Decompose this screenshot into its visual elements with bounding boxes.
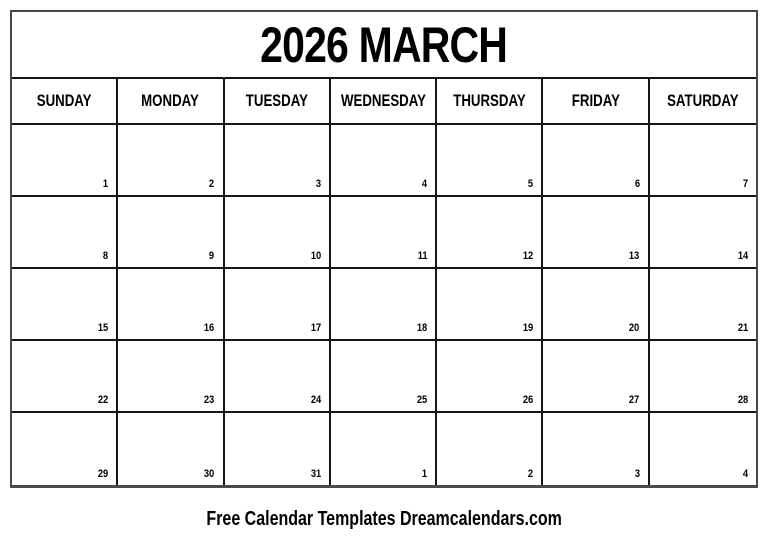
date-cell — [225, 125, 331, 195]
date-cell — [331, 413, 437, 485]
weekday-label: FRIDAY — [571, 91, 620, 110]
weekday-label: WEDNESDAY — [340, 91, 426, 110]
date-cell — [543, 197, 649, 267]
weekday-header-cell — [650, 79, 756, 123]
date-cell — [118, 125, 224, 195]
date-cell — [543, 341, 649, 411]
weekday-header-cell — [543, 79, 649, 123]
date-cell — [331, 125, 437, 195]
date-cell — [650, 197, 756, 267]
footer-credit: Free Calendar Templates Dreamcalendars.com — [206, 508, 562, 530]
date-number: 24 — [310, 394, 321, 406]
date-cell — [12, 413, 118, 485]
date-number: 19 — [523, 322, 534, 334]
weeks-grid — [12, 125, 756, 485]
date-cell — [225, 197, 331, 267]
date-number: 1 — [421, 468, 428, 480]
date-cell — [437, 341, 543, 411]
date-number: 20 — [629, 322, 640, 334]
date-number: 16 — [204, 322, 215, 334]
weekday-label: THURSDAY — [453, 91, 526, 110]
date-cell — [437, 413, 543, 485]
date-number: 31 — [310, 468, 321, 480]
date-cell — [12, 341, 118, 411]
date-number: 18 — [416, 322, 428, 334]
date-number: 12 — [523, 250, 534, 262]
date-number: 22 — [97, 394, 109, 406]
date-number: 3 — [634, 468, 640, 480]
date-number: 11 — [417, 250, 428, 262]
weekday-header-cell — [118, 79, 224, 123]
date-cell — [437, 125, 543, 195]
date-cell — [331, 197, 437, 267]
weekday-header-cell — [331, 79, 437, 123]
week-row — [12, 341, 756, 413]
date-cell — [225, 341, 331, 411]
date-number: 13 — [629, 250, 640, 262]
weekday-label: MONDAY — [141, 91, 200, 110]
date-cell — [543, 269, 649, 339]
date-cell — [12, 269, 118, 339]
date-number: 27 — [629, 394, 640, 406]
date-number: 26 — [523, 394, 534, 406]
date-number: 28 — [737, 394, 748, 406]
week-row — [12, 413, 756, 485]
date-cell — [650, 413, 756, 485]
date-cell — [650, 341, 756, 411]
date-cell — [543, 125, 649, 195]
date-cell — [118, 269, 224, 339]
date-cell — [118, 341, 224, 411]
date-cell — [437, 269, 543, 339]
week-row — [12, 269, 756, 341]
date-number: 29 — [97, 468, 109, 480]
date-number: 21 — [737, 322, 748, 334]
weekday-header-cell — [437, 79, 543, 123]
date-number: 30 — [204, 468, 215, 480]
date-number: 1 — [103, 178, 109, 190]
date-cell — [543, 413, 649, 485]
date-cell — [225, 269, 331, 339]
date-cell — [12, 125, 118, 195]
week-row — [12, 125, 756, 197]
date-cell — [12, 197, 118, 267]
date-cell — [225, 413, 331, 485]
date-number: 25 — [416, 394, 428, 406]
weekday-label: SUNDAY — [36, 91, 92, 110]
date-cell — [118, 413, 224, 485]
date-number: 9 — [209, 250, 215, 262]
date-number: 4 — [421, 178, 428, 190]
weekday-label: SATURDAY — [667, 91, 739, 110]
calendar — [10, 10, 758, 488]
date-number: 4 — [742, 468, 748, 480]
calendar-title-row — [12, 12, 756, 79]
weekday-header-cell — [225, 79, 331, 123]
date-number: 8 — [103, 250, 109, 262]
date-cell — [437, 197, 543, 267]
date-number: 3 — [315, 178, 321, 190]
date-number: 10 — [310, 250, 321, 262]
footer — [0, 508, 768, 531]
date-number: 7 — [742, 178, 748, 190]
date-cell — [331, 341, 437, 411]
date-cell — [118, 197, 224, 267]
week-row — [12, 197, 756, 269]
weekday-label: TUESDAY — [245, 91, 308, 110]
date-number: 14 — [737, 250, 748, 262]
date-number: 15 — [97, 322, 109, 334]
date-cell — [331, 269, 437, 339]
date-number: 5 — [528, 178, 534, 190]
date-number: 17 — [310, 322, 321, 334]
calendar-title: 2026 MARCH — [260, 16, 508, 73]
weekday-header-row — [12, 79, 756, 125]
weekday-header-cell — [12, 79, 118, 123]
date-number: 2 — [209, 178, 215, 190]
date-cell — [650, 125, 756, 195]
date-cell — [650, 269, 756, 339]
date-number: 23 — [204, 394, 215, 406]
date-number: 2 — [528, 468, 534, 480]
date-number: 6 — [634, 178, 640, 190]
